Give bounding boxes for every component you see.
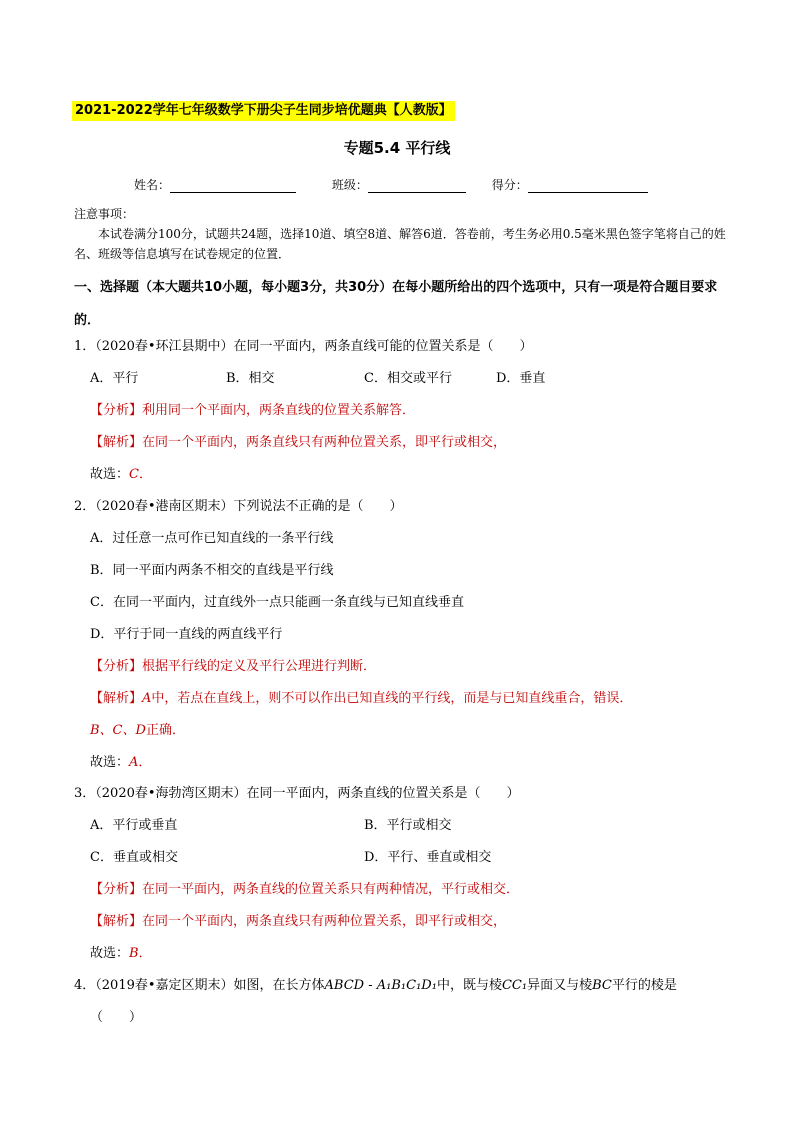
class-label: 班级： [331, 178, 368, 192]
answer-value: A [129, 755, 139, 770]
question-3-solution [90, 910, 506, 929]
answer-prefix: 故选： [90, 467, 130, 482]
answer-prefix: 故选： [90, 755, 130, 770]
solution-italic: A [142, 691, 152, 706]
question-1-solution [90, 431, 506, 450]
extra-italic: B、C、D [90, 723, 146, 738]
stem-math-3: CC₁ [501, 978, 528, 993]
stem-mid-3: 异面又与棱 [527, 978, 593, 993]
question-1-option-a: A．平行 [90, 371, 139, 386]
question-1-option-c: C．相交或平行 [364, 371, 452, 386]
stem-mid-2: 中，既与棱 [436, 978, 502, 993]
answer-suffix: ． [138, 467, 152, 482]
stem-suffix: 平行的棱是 [611, 978, 677, 993]
score-label: 得分： [491, 178, 528, 192]
answer-suffix: ． [138, 946, 152, 961]
question-3-stem: 3．（2020春•海勃湾区期末）在同一平面内，两条直线的位置关系是（ ） [74, 786, 520, 801]
answer-value: B [129, 946, 139, 961]
answer-suffix: ． [138, 755, 152, 770]
question-3-option-b: B．平行或相交 [364, 818, 452, 833]
stem-math-4: BC [592, 978, 612, 993]
question-2-option-d: D．平行于同一直线的两直线平行 [90, 627, 283, 642]
question-4-stem-cont: （ ） [90, 1010, 143, 1025]
solution-text: 中，若点在直线上，则不可以作出已知直线的平行线，而是与已知直线重合，错误． [151, 691, 633, 706]
name-label: 姓名： [134, 178, 171, 192]
header-banner: 2021-2022学年七年级数学下册尖子生同步培优题典【人教版】 [72, 101, 455, 121]
question-2-solution [90, 687, 632, 706]
solution-text: 在同一个平面内，两条直线只有两种位置关系，即平行或相交， [142, 435, 507, 450]
question-3-answer [90, 942, 152, 961]
stem-prefix: 4．（2019春•嘉定区期末）如图，在长方体 [74, 978, 325, 993]
question-2-answer [90, 751, 151, 770]
section-title: 一、选择题（本大题共10小题，每小题3分，共30分）在每小题所给出的四个选项中，只有一项是符合题目要求的． [74, 280, 718, 328]
class-field[interactable] [332, 176, 466, 193]
question-1-stem: 1．（2020春•环江县期中）在同一平面内，两条直线可能的位置关系是（ ） [74, 339, 533, 354]
solution-tag: 【解析】 [90, 914, 143, 929]
stem-mid-1: - [364, 978, 377, 993]
answer-prefix: 故选： [90, 946, 130, 961]
score-field[interactable] [492, 176, 648, 193]
question-1-option-d: D．垂直 [496, 371, 546, 386]
question-1-option-b: B．相交 [226, 371, 275, 386]
question-2-analysis [90, 655, 376, 674]
solution-tag: 【解析】 [90, 691, 143, 706]
analysis-tag: 【分析】 [90, 403, 143, 418]
question-2-extra [90, 719, 185, 738]
question-3-option-a: A．平行或垂直 [90, 818, 178, 833]
name-blank[interactable] [170, 179, 296, 193]
class-blank[interactable] [368, 179, 466, 193]
analysis-tag: 【分析】 [90, 882, 143, 897]
solution-text: 在同一个平面内，两条直线只有两种位置关系，即平行或相交， [142, 914, 507, 929]
question-2-option-c: C．在同一平面内，过直线外一点只能画一条直线与已知直线垂直 [90, 595, 464, 610]
student-info-row [134, 176, 670, 193]
question-2-stem: 2．（2020春•港南区期末）下列说法不正确的是（ ） [74, 499, 403, 514]
question-1-analysis [90, 399, 415, 418]
analysis-text: 在同一平面内，两条直线的位置关系只有两种情况，平行或相交． [142, 882, 520, 897]
question-3-option-d: D．平行、垂直或相交 [364, 850, 492, 865]
extra-text: 正确． [145, 723, 185, 738]
name-field[interactable] [134, 176, 296, 193]
stem-math-1: ABCD [324, 978, 365, 993]
analysis-text: 根据平行线的定义及平行公理进行判断． [142, 659, 377, 674]
question-4-stem [74, 974, 677, 993]
stem-math-2: A₁B₁C₁D₁ [376, 978, 437, 993]
notice-title: 注意事项： [74, 207, 135, 221]
analysis-text: 利用同一个平面内，两条直线的位置关系解答． [142, 403, 416, 418]
analysis-tag: 【分析】 [90, 659, 143, 674]
solution-tag: 【解析】 [90, 435, 143, 450]
score-blank[interactable] [528, 179, 648, 193]
answer-value: C [129, 467, 139, 482]
question-2-option-b: B．同一平面内两条不相交的直线是平行线 [90, 563, 334, 578]
question-2-option-a: A．过任意一点可作已知直线的一条平行线 [90, 531, 334, 546]
page-title: 专题5.4 平行线 [343, 139, 451, 157]
question-3-option-c: C．垂直或相交 [90, 850, 178, 865]
question-3-analysis [90, 878, 519, 897]
notice-body: 本试卷满分100分，试题共24题，选择10道、填空8道、解答6道．答卷前，考生务必用0.5毫米黑色签字笔将自己的姓名、班级等信息填写在试卷规定的位置． [74, 227, 726, 261]
question-1-answer [90, 463, 152, 482]
